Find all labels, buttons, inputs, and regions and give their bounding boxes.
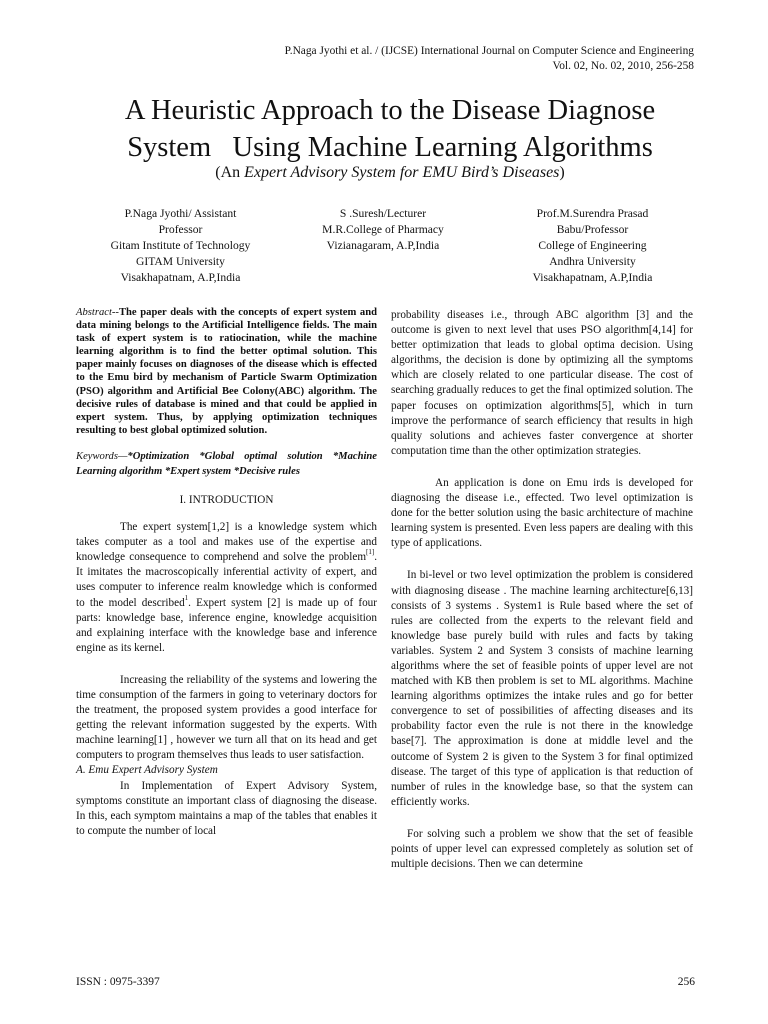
footer-page-number: 256 — [677, 976, 695, 988]
header-volume-line: Vol. 02, No. 02, 2010, 256-258 — [552, 60, 694, 72]
author-block-2 — [282, 206, 484, 254]
author-1-line: Gitam Institute of Technology — [110, 239, 251, 252]
author-3-line: College of Engineering — [538, 239, 647, 252]
keywords-label: Keywords— — [76, 450, 128, 462]
author-3-line: Prof.M.Surendra Prasad — [536, 207, 649, 220]
author-2-line: M.R.College of Pharmacy — [322, 223, 444, 236]
title-line-1: A Heuristic Approach to the Disease Diagnose — [124, 95, 656, 126]
title-line-2: System Using Machine Learning Algorithms — [127, 132, 653, 163]
right-paragraph-2: An application is done on Emu irds is developed for diagnosing the disease i.e., effected. Two level optimization is done for the better solution using the basic architecture of machine learning system is presented. Even less papers are dealing with this type of applications. — [391, 476, 693, 550]
intro-paragraph-1 — [76, 520, 377, 656]
right-paragraph-3: In bi-level or two level optimization the problem is considered with diagnosing disease . The machine learning architecture[6,13] consists of 3 systems . System1 is Rule based where the set of rules are collected from the experts to the relevant field and knowledge base purely build with rules and facts by taking variables. System 2 and System 3 consists of machine learning algorithms where the set of feasible points of upper level are not matched with KB then problem is set to ML algorithms. Machine learning algorithms optimizes the intake rules and go for better convergence to set of possibilities of affecting diseases and its probability factor even the rule is not there in the knowledge base[7]. The approximation is done at middle level and the outcome of System 2 is given to the System 3 for final optimized disease. The target of this type of application is that reduction of number of rules in the knowledge base, so that the system can efficiently works. — [391, 569, 693, 808]
running-header — [94, 44, 694, 74]
author-1-line: Visakhapatnam, A.P,India — [120, 271, 241, 284]
paper-subtitle — [60, 163, 720, 183]
author-block-1 — [68, 206, 293, 286]
author-2-line: S .Suresh/Lecturer — [339, 207, 427, 220]
right-paragraph-1: probability diseases i.e., through ABC algorithm [3] and the outcome is given to next level that uses PSO algorithm[4,14] for better optimization that leads to global optima decision. Using algorithms, the decision is done by optimizing all the symptoms which are closely related to one particular disease. The cost of searching gradually reduces to get the final optimized solution. The paper focuses on optimization algorithms[5], which in turn improve the performance of search efficiency that results in high quality solutions and achieves faster convergence at shorter computation time than the other optimization strategies. — [391, 309, 693, 457]
intro-paragraph-2: Increasing the reliability of the systems and lowering the time consumption of the farmers in going to veterinary doctors for the treatment, the proposed system provides a good interface for getting the relevant information suggested by the experts. With machine learning[1] , however we turn all that on its head and get computers to program themselves thus leads to user satisfaction. — [76, 673, 377, 762]
intro-p1-part-a: The expert system[1,2] is a knowledge system which takes computer as a tool and makes use of the expertise and knowledge consequence to comprehend and solve the problem — [76, 521, 377, 564]
intro-p1-part-c: . Expert system [2] is made up of four parts: knowledge base, inference engine, knowledge acquisition and explaining interface with the knowledge base and inference engine as its kernel. — [76, 596, 377, 654]
citation-superscript: [1] — [366, 548, 375, 557]
subtitle-open: (An — [215, 164, 245, 181]
author-block-3 — [480, 206, 705, 286]
left-column — [76, 306, 377, 839]
author-3-line: Andhra University — [549, 255, 636, 268]
citation-superscript: 1 — [184, 593, 189, 602]
author-3-line: Visakhapatnam, A.P,India — [532, 271, 653, 284]
abstract — [76, 306, 377, 437]
author-1-line: GITAM University — [136, 255, 225, 268]
keywords-text: *Optimization *Global optimal solution *Machine Learning algorithm *Expert system *Decisive rules — [76, 450, 377, 477]
subsection-paragraph-1: In Implementation of Expert Advisory System, symptoms constitute an important class of diagnosing the disease. In this, each symptom maintains a map of the tables that enables it to compute the number of local — [76, 779, 377, 837]
author-1-line: Professor — [158, 223, 203, 236]
footer-issn: ISSN : 0975-3397 — [76, 976, 160, 988]
abstract-text: The paper deals with the concepts of expert system and data mining belongs to the Artificial Intelligence fields. The main task of expert system is to ratiocination, while the machine learning algorithm is to find the better optimal solution. This paper mainly focuses on diagnoses of the disease which is effected to the Emu bird by mechanism of Particle Swarm Optimization (PSO) algorithm and Artificial Bee Colony(ABC) algorithm. The decisive rules of database is mined and that could be applied in expert system. Thus, by applying optimization techniques resulting to best global optimized solution. — [76, 307, 377, 436]
subsection-heading: A. Emu Expert Advisory System — [76, 764, 218, 777]
keywords — [76, 449, 377, 479]
right-paragraph-4: For solving such a problem we show that the set of feasible points of upper level can expressed completely as solution set of multiple decisions. Then we can determine — [391, 827, 693, 871]
abstract-label: Abstract-- — [76, 307, 119, 318]
right-column — [391, 308, 693, 872]
intro-p1-part-b: . It imitates the macroscopically inferential activity of expert, and uses computer to inference realm knowledge which is conformed to the model described — [76, 551, 377, 609]
subtitle-italic: Expert Advisory System for EMU Bird’s Diseases — [244, 164, 560, 181]
author-1-line: P.Naga Jyothi/ Assistant — [124, 207, 237, 220]
section-heading-introduction: I. INTRODUCTION — [179, 493, 274, 506]
author-3-line: Babu/Professor — [556, 223, 629, 236]
paper-title — [60, 92, 720, 166]
subtitle-close: ) — [559, 164, 565, 181]
header-journal-line: P.Naga Jyothi et al. / (IJCSE) International Journal on Computer Science and Engineering — [284, 45, 694, 57]
author-2-line: Vizianagaram, A.P,India — [326, 239, 440, 252]
